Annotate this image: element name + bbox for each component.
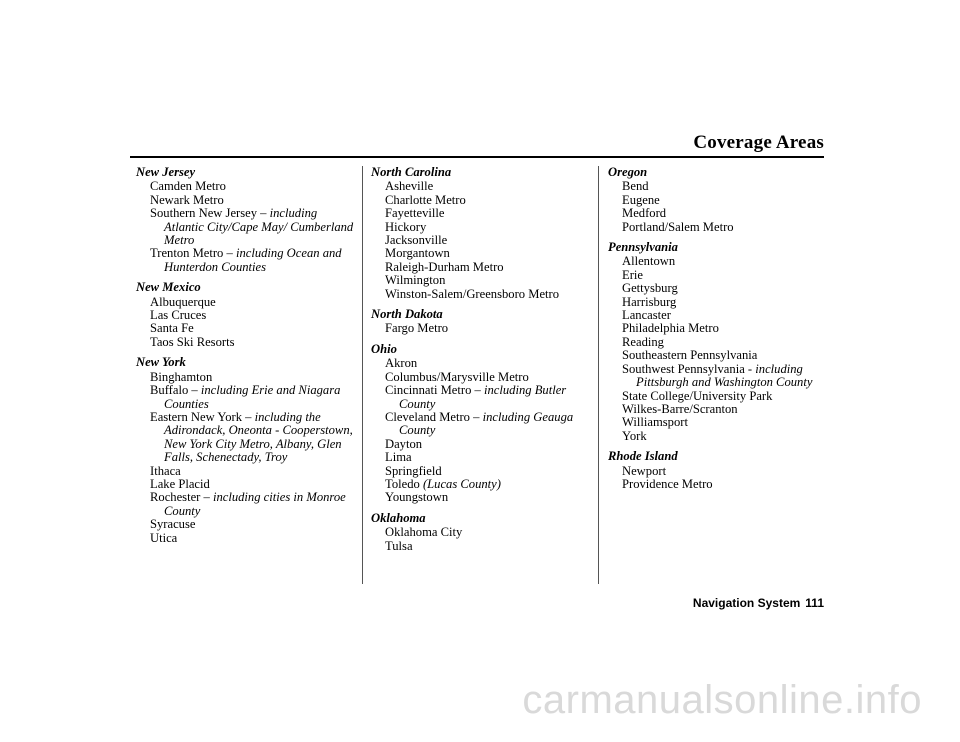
coverage-list-item <box>371 261 589 274</box>
state-heading: New Mexico <box>136 280 201 295</box>
city-name: Akron <box>385 356 418 371</box>
column-divider <box>598 166 599 584</box>
city-name: Reading <box>622 334 664 349</box>
city-name: Eastern New York – <box>150 409 255 424</box>
city-note: (Lucas County) <box>422 476 501 491</box>
coverage-list-item <box>371 234 589 247</box>
city-note: including Geauga County <box>399 409 574 438</box>
coverage-list-item <box>608 403 826 416</box>
city-name: Las Cruces <box>150 308 207 323</box>
coverage-list-item <box>371 288 589 301</box>
city-name: Santa Fe <box>150 321 194 336</box>
coverage-list-item <box>136 384 354 411</box>
city-name: Columbus/Marysville Metro <box>385 369 529 384</box>
coverage-list-item <box>371 221 589 234</box>
city-name: Buffalo – <box>150 383 201 398</box>
coverage-list-item <box>371 180 589 193</box>
coverage-list-item <box>136 465 354 478</box>
city-name: State College/University Park <box>622 388 773 403</box>
city-name: Portland/Salem Metro <box>622 219 734 234</box>
coverage-list-item <box>136 296 354 309</box>
city-name: Asheville <box>385 179 434 194</box>
coverage-list-item <box>608 194 826 207</box>
city-name: Eugene <box>622 192 660 207</box>
coverage-list-item <box>136 478 354 491</box>
city-name: Trenton Metro – <box>150 246 236 261</box>
city-name: Wilkes-Barre/Scranton <box>622 401 738 416</box>
city-name: Medford <box>622 206 667 221</box>
column-divider <box>362 166 363 584</box>
coverage-list-item <box>608 255 826 268</box>
city-name: Cincinnati Metro – <box>385 383 484 398</box>
coverage-list-item <box>608 363 826 390</box>
coverage-list-item <box>371 274 589 287</box>
city-name: Taos Ski Resorts <box>150 334 235 349</box>
city-name: Williamsport <box>622 415 688 430</box>
city-name: Gettysburg <box>622 281 678 296</box>
coverage-list-item <box>371 207 589 220</box>
city-name: Philadelphia Metro <box>622 321 719 336</box>
state-heading: North Carolina <box>371 165 452 179</box>
state-heading: North Dakota <box>371 307 443 322</box>
city-name: Southeastern Pennsylvania <box>622 348 758 363</box>
coverage-list-item <box>608 390 826 403</box>
coverage-list-item <box>608 478 826 491</box>
coverage-list-item <box>136 518 354 531</box>
city-name: Binghamton <box>150 369 213 384</box>
state-heading: Ohio <box>371 341 397 356</box>
coverage-list-item <box>371 478 589 491</box>
city-name: Syracuse <box>150 517 196 532</box>
city-name: Rochester – <box>150 490 213 505</box>
city-note: including Butler County <box>399 383 567 411</box>
city-name: Cleveland Metro – <box>385 409 483 424</box>
coverage-list-item <box>371 465 589 478</box>
coverage-list-item <box>608 282 826 295</box>
title-rule <box>130 156 824 158</box>
coverage-list-item <box>371 451 589 464</box>
city-name: York <box>622 428 647 443</box>
coverage-list-item <box>371 438 589 451</box>
coverage-list-item <box>371 411 589 438</box>
city-name: Newport <box>622 463 667 478</box>
city-name: Youngstown <box>385 490 449 505</box>
city-name: Allentown <box>622 254 676 269</box>
city-note: including the Adirondack, Oneonta - Cooperstown, New York City Metro, Albany, Glen Falls, Schenectady, Troy <box>164 409 353 465</box>
city-name: Toledo <box>385 476 423 491</box>
page-footer <box>693 596 824 610</box>
coverage-list-item <box>371 526 589 539</box>
coverage-list-item <box>136 207 354 247</box>
coverage-list-item <box>136 247 354 274</box>
coverage-column-1 <box>136 166 354 545</box>
coverage-list-item <box>136 309 354 322</box>
city-name: Providence Metro <box>622 476 713 491</box>
city-name: Bend <box>622 179 649 194</box>
coverage-column-3 <box>608 166 826 491</box>
state-heading: Pennsylvania <box>608 240 678 255</box>
state-heading: New Jersey <box>136 165 196 179</box>
city-name: Tulsa <box>385 538 413 553</box>
coverage-list-item <box>371 247 589 260</box>
coverage-list-item <box>608 221 826 234</box>
city-name: Southern New Jersey – <box>150 206 270 221</box>
coverage-list-item <box>608 465 826 478</box>
coverage-list-item <box>608 207 826 220</box>
coverage-list-item <box>608 309 826 322</box>
city-name: Springfield <box>385 463 442 478</box>
city-name: Winston-Salem/Greensboro Metro <box>385 286 560 301</box>
city-name: Fayetteville <box>385 206 445 221</box>
city-name: Utica <box>150 530 178 545</box>
page-title: Coverage Areas <box>693 132 824 153</box>
page-number: 111 <box>805 596 824 610</box>
city-name: Erie <box>622 267 643 282</box>
coverage-list-item <box>371 357 589 370</box>
state-heading: Oklahoma <box>371 510 426 525</box>
coverage-list-item <box>136 336 354 349</box>
coverage-list-item <box>136 411 354 465</box>
city-name: Wilmington <box>385 273 446 288</box>
city-name: Lima <box>385 450 412 465</box>
coverage-list-item <box>136 322 354 335</box>
coverage-list-item <box>608 269 826 282</box>
state-heading: Oregon <box>608 165 648 179</box>
coverage-list-item <box>608 180 826 193</box>
footer-section-label: Navigation System <box>692 596 801 610</box>
coverage-column-2 <box>371 166 589 553</box>
coverage-list-item <box>608 430 826 443</box>
city-name: Camden Metro <box>150 179 226 194</box>
coverage-list-item <box>608 322 826 335</box>
city-note: including Atlantic City/Cape May/ Cumberland Metro <box>164 206 354 248</box>
coverage-list-item <box>371 491 589 504</box>
coverage-list-item <box>608 416 826 429</box>
coverage-list-item <box>371 540 589 553</box>
coverage-list-item <box>136 180 354 193</box>
coverage-list-item <box>371 384 589 411</box>
city-note: including Erie and Niagara Counties <box>164 383 341 411</box>
city-note: including Ocean and Hunterdon Counties <box>164 246 342 274</box>
coverage-list-item <box>136 491 354 518</box>
city-name: Morgantown <box>385 246 450 261</box>
city-name: Fargo Metro <box>385 321 449 336</box>
coverage-list-item <box>136 532 354 545</box>
city-name: Harrisburg <box>622 294 677 309</box>
city-name: Charlotte Metro <box>385 192 466 207</box>
city-name: Hickory <box>385 219 427 234</box>
city-name: Ithaca <box>150 463 181 478</box>
state-heading: Rhode Island <box>608 449 678 464</box>
city-name: Lake Placid <box>150 476 210 491</box>
city-name: Albuquerque <box>150 294 216 309</box>
coverage-list-item <box>371 371 589 384</box>
city-name: Southwest Pennsylvania - <box>622 361 756 376</box>
state-heading: New York <box>136 355 186 370</box>
city-note: including cities in Monroe County <box>164 490 346 518</box>
city-name: Dayton <box>385 436 423 451</box>
coverage-list-item <box>608 336 826 349</box>
city-name: Raleigh-Durham Metro <box>385 259 504 274</box>
coverage-list-item <box>136 194 354 207</box>
coverage-list-item <box>608 349 826 362</box>
city-name: Oklahoma City <box>385 525 463 540</box>
coverage-list-item <box>371 194 589 207</box>
coverage-list-item <box>371 322 589 335</box>
coverage-list-item <box>608 296 826 309</box>
city-name: Newark Metro <box>150 192 224 207</box>
city-note: including Pittsburgh and Washington County <box>636 361 813 390</box>
city-name: Jacksonville <box>385 233 448 248</box>
city-name: Lancaster <box>622 308 671 323</box>
coverage-list-item <box>136 371 354 384</box>
watermark-text: carmanualsonline.info <box>522 678 922 722</box>
